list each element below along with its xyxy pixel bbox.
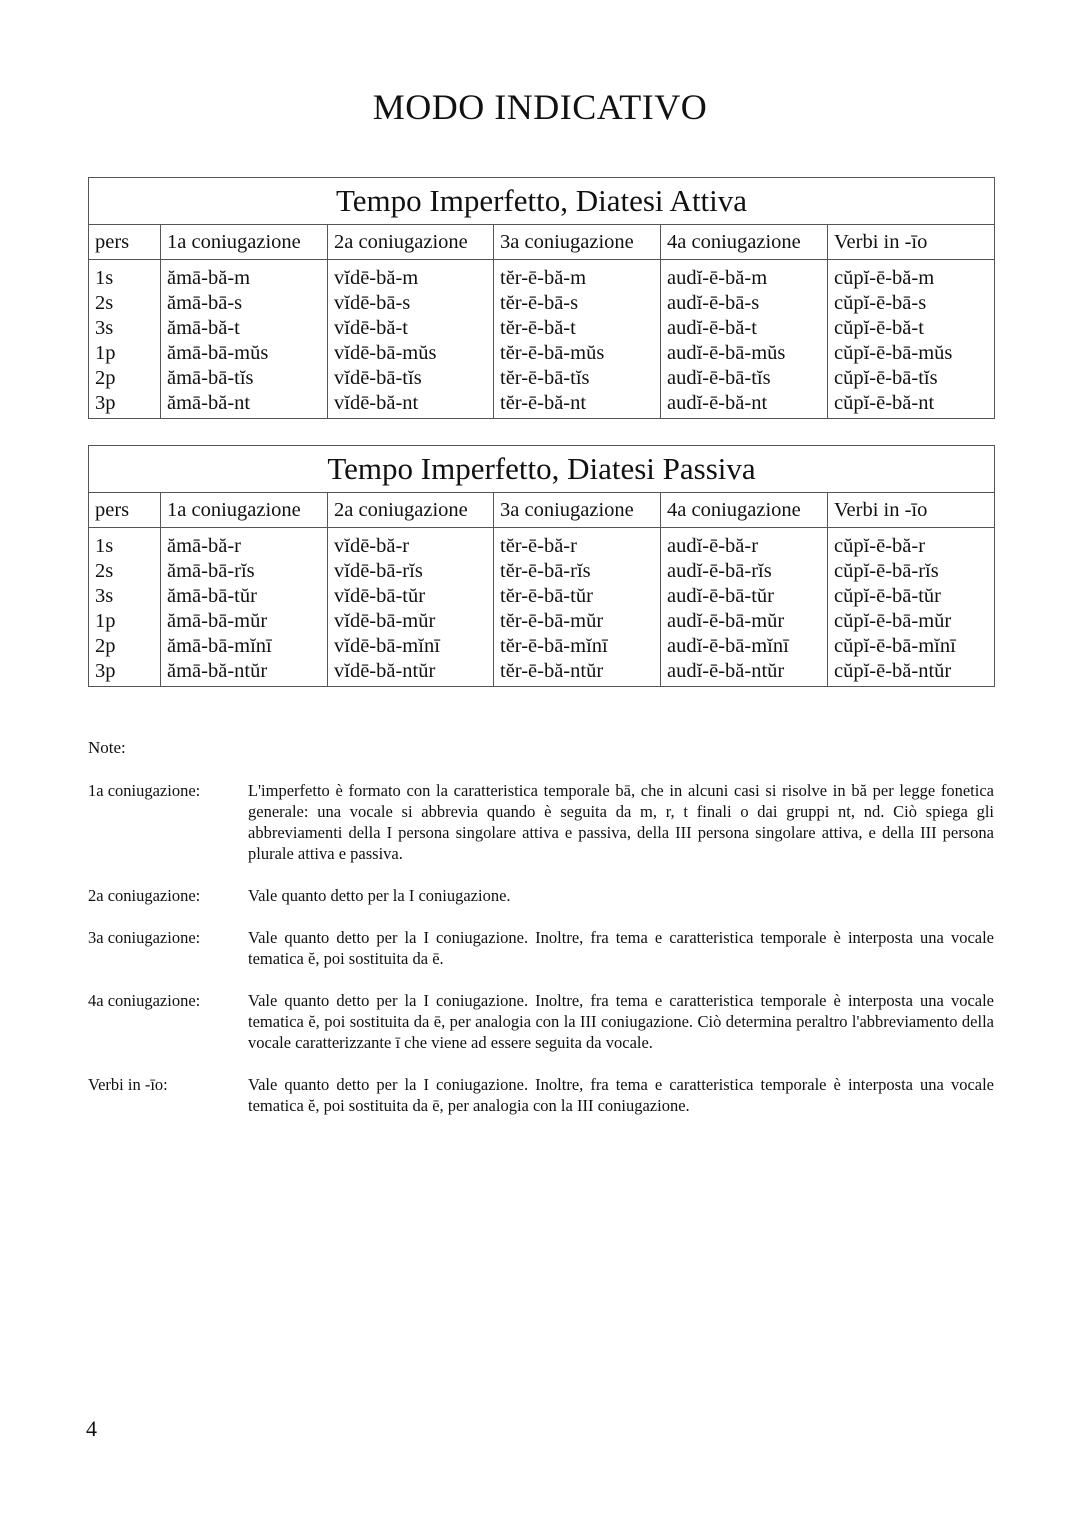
verb-form: cŭpĭ-ē-bā-mŭs bbox=[834, 342, 953, 364]
active-io-column bbox=[828, 260, 995, 419]
verb-form: cŭpĭ-ē-bā-mĭnī bbox=[834, 635, 956, 657]
verb-form: ămā-bā-mŭr bbox=[167, 610, 268, 632]
verb-form: cŭpĭ-ē-bā-rĭs bbox=[834, 560, 939, 582]
col-header-pers: pers bbox=[89, 225, 161, 260]
verb-form: ămā-bā-s bbox=[167, 292, 243, 314]
active-conj3-column bbox=[494, 260, 661, 419]
verb-form: audĭ-ē-bā-mŭr bbox=[667, 610, 785, 632]
verb-form: vĭdē-bă-r bbox=[334, 535, 410, 557]
verb-form: audĭ-ē-bā-tĭs bbox=[667, 367, 771, 389]
note-text: Vale quanto detto per la I coniugazione. Inoltre, fra tema e caratteristica temporale è interposta una vocale tematica ĕ, poi sostituita da ē, per analogia con la III coniugazione. Ciò determina peraltro l'abbreviamento della vocale caratterizzante ī che viene ad essere seguita da vocale. bbox=[248, 991, 994, 1052]
verb-form: cŭpĭ-ē-bă-nt bbox=[834, 392, 935, 414]
note-key: Verbi in -īo: bbox=[88, 1075, 168, 1094]
person-label: 2s bbox=[95, 292, 114, 314]
passive-conj2-column bbox=[328, 528, 494, 687]
verb-form: vĭdē-bā-tĭs bbox=[334, 367, 422, 389]
verb-form: audĭ-ē-bā-tŭr bbox=[667, 585, 774, 607]
col-header-conj2: 2a coniugazione bbox=[328, 493, 494, 528]
passive-conjugation-table bbox=[88, 445, 995, 687]
verb-form: tĕr-ē-bā-s bbox=[500, 292, 579, 314]
person-label: 1p bbox=[95, 610, 116, 632]
verb-form: audĭ-ē-bā-rĭs bbox=[667, 560, 772, 582]
col-header-conj3: 3a coniugazione bbox=[494, 493, 661, 528]
verb-form: audĭ-ē-bă-nt bbox=[667, 392, 768, 414]
verb-form: vĭdē-bā-tŭr bbox=[334, 585, 426, 607]
verb-form: ămā-bā-tŭr bbox=[167, 585, 257, 607]
verb-form: vĭdē-bā-mĭnī bbox=[334, 635, 440, 657]
verb-form: cŭpĭ-ē-bā-tŭr bbox=[834, 585, 941, 607]
verb-form: cŭpĭ-ē-bā-s bbox=[834, 292, 927, 314]
col-header-conj1: 1a coniugazione bbox=[161, 493, 328, 528]
note-key: 3a coniugazione: bbox=[88, 928, 201, 947]
verb-form: tĕr-ē-bā-rĭs bbox=[500, 560, 591, 582]
verb-form: vĭdē-bă-nt bbox=[334, 392, 419, 414]
verb-form: cŭpĭ-ē-bă-ntŭr bbox=[834, 660, 952, 682]
verb-form: audĭ-ē-bā-s bbox=[667, 292, 760, 314]
verb-form: ămā-bă-r bbox=[167, 535, 241, 557]
active-conj2-column bbox=[328, 260, 494, 419]
col-header-conj4: 4a coniugazione bbox=[661, 225, 828, 260]
page-number: 4 bbox=[86, 1416, 97, 1441]
verb-form: tĕr-ē-bă-r bbox=[500, 535, 577, 557]
persons-column bbox=[89, 260, 161, 419]
passive-conj1-column bbox=[161, 528, 328, 687]
verb-form: cŭpĭ-ē-bă-t bbox=[834, 317, 924, 339]
verb-form: vĭdē-bă-m bbox=[334, 267, 419, 289]
verb-form: vĭdē-bā-rĭs bbox=[334, 560, 423, 582]
verb-form: ămā-bă-t bbox=[167, 317, 240, 339]
active-table-title: Tempo Imperfetto, Diatesi Attiva bbox=[89, 178, 995, 225]
note-key: 1a coniugazione: bbox=[88, 781, 201, 800]
verb-form: vĭdē-bā-s bbox=[334, 292, 411, 314]
passive-table-title: Tempo Imperfetto, Diatesi Passiva bbox=[89, 446, 995, 493]
note-text: L'imperfetto è formato con la caratteristica temporale bā, che in alcuni casi si risolve in bă per legge fonetica generale: una vocale si abbrevia quando è seguita da m, r, t finali o dai gruppi nt, nd. Ciò spiega gli abbreviamenti della I persona singolare attiva e passiva, della III persona singolare attiva, e della III persona plurale attiva e passiva. bbox=[248, 781, 994, 863]
active-conjugation-table bbox=[88, 177, 995, 419]
verb-form: tĕr-ē-bā-mŭs bbox=[500, 342, 605, 364]
verb-form: cŭpĭ-ē-bā-mŭr bbox=[834, 610, 952, 632]
verb-form: ămā-bă-ntŭr bbox=[167, 660, 268, 682]
verb-form: tĕr-ē-bă-nt bbox=[500, 392, 587, 414]
verb-form: audĭ-ē-bă-r bbox=[667, 535, 759, 557]
verb-form: tĕr-ē-bā-mŭr bbox=[500, 610, 604, 632]
verb-form: vĭdē-bā-mŭs bbox=[334, 342, 437, 364]
verb-form: ămā-bā-mĭnī bbox=[167, 635, 272, 657]
col-header-conj4: 4a coniugazione bbox=[661, 493, 828, 528]
col-header-conj3: 3a coniugazione bbox=[494, 225, 661, 260]
note-key: 2a coniugazione: bbox=[88, 886, 201, 905]
verb-form: audĭ-ē-bă-m bbox=[667, 267, 768, 289]
col-header-io: Verbi in -īo bbox=[828, 225, 995, 260]
verb-form: audĭ-ē-bā-mĭnī bbox=[667, 635, 789, 657]
passive-conj4-column bbox=[661, 528, 828, 687]
verb-form: cŭpĭ-ē-bă-m bbox=[834, 267, 935, 289]
page-title: MODO INDICATIVO bbox=[372, 87, 708, 127]
verb-form: cŭpĭ-ē-bā-tĭs bbox=[834, 367, 938, 389]
person-label: 1s bbox=[95, 535, 114, 557]
persons-column bbox=[89, 528, 161, 687]
col-header-conj2: 2a coniugazione bbox=[328, 225, 494, 260]
passive-io-column bbox=[828, 528, 995, 687]
verb-form: ămā-bā-mŭs bbox=[167, 342, 269, 364]
col-header-pers: pers bbox=[89, 493, 161, 528]
verb-form: tĕr-ē-bā-tŭr bbox=[500, 585, 593, 607]
person-label: 2p bbox=[95, 635, 116, 657]
passive-conj3-column bbox=[494, 528, 661, 687]
person-label: 1s bbox=[95, 267, 114, 289]
verb-form: ămā-bā-rĭs bbox=[167, 560, 255, 582]
verb-form: tĕr-ē-bā-mĭnī bbox=[500, 635, 608, 657]
verb-form: tĕr-ē-bā-tĭs bbox=[500, 367, 590, 389]
person-label: 2s bbox=[95, 560, 114, 582]
verb-form: cŭpĭ-ē-bă-r bbox=[834, 535, 926, 557]
verb-form: vĭdē-bă-ntŭr bbox=[334, 660, 436, 682]
person-label: 1p bbox=[95, 342, 116, 364]
verb-form: audĭ-ē-bă-t bbox=[667, 317, 757, 339]
active-conj1-column bbox=[161, 260, 328, 419]
person-label: 3s bbox=[95, 317, 114, 339]
note-key: 4a coniugazione: bbox=[88, 991, 201, 1010]
verb-form: tĕr-ē-bă-t bbox=[500, 317, 576, 339]
person-label: 3p bbox=[95, 392, 116, 414]
person-label: 3p bbox=[95, 660, 116, 682]
note-text: Vale quanto detto per la I coniugazione. Inoltre, fra tema e caratteristica temporale è interposta una vocale tematica ĕ, poi sostituita da ē. bbox=[248, 928, 994, 968]
note-text: Vale quanto detto per la I coniugazione. Inoltre, fra tema e caratteristica temporale è interposta una vocale tematica ĕ, poi sostituita da ē, per analogia con la III coniugazione. bbox=[248, 1075, 994, 1115]
person-label: 2p bbox=[95, 367, 116, 389]
verb-form: ămā-bă-nt bbox=[167, 392, 251, 414]
note-text: Vale quanto detto per la I coniugazione. bbox=[248, 886, 511, 905]
verb-form: vĭdē-bā-mŭr bbox=[334, 610, 436, 632]
verb-form: tĕr-ē-bă-m bbox=[500, 267, 587, 289]
verb-form: vĭdē-bă-t bbox=[334, 317, 408, 339]
person-label: 3s bbox=[95, 585, 114, 607]
notes-label: Note: bbox=[88, 738, 126, 757]
col-header-io: Verbi in -īo bbox=[828, 493, 995, 528]
active-conj4-column bbox=[661, 260, 828, 419]
col-header-conj1: 1a coniugazione bbox=[161, 225, 328, 260]
verb-form: audĭ-ē-bā-mŭs bbox=[667, 342, 786, 364]
verb-form: ămā-bă-m bbox=[167, 267, 251, 289]
verb-form: audĭ-ē-bă-ntŭr bbox=[667, 660, 785, 682]
verb-form: tĕr-ē-bă-ntŭr bbox=[500, 660, 604, 682]
verb-form: ămā-bā-tĭs bbox=[167, 367, 254, 389]
